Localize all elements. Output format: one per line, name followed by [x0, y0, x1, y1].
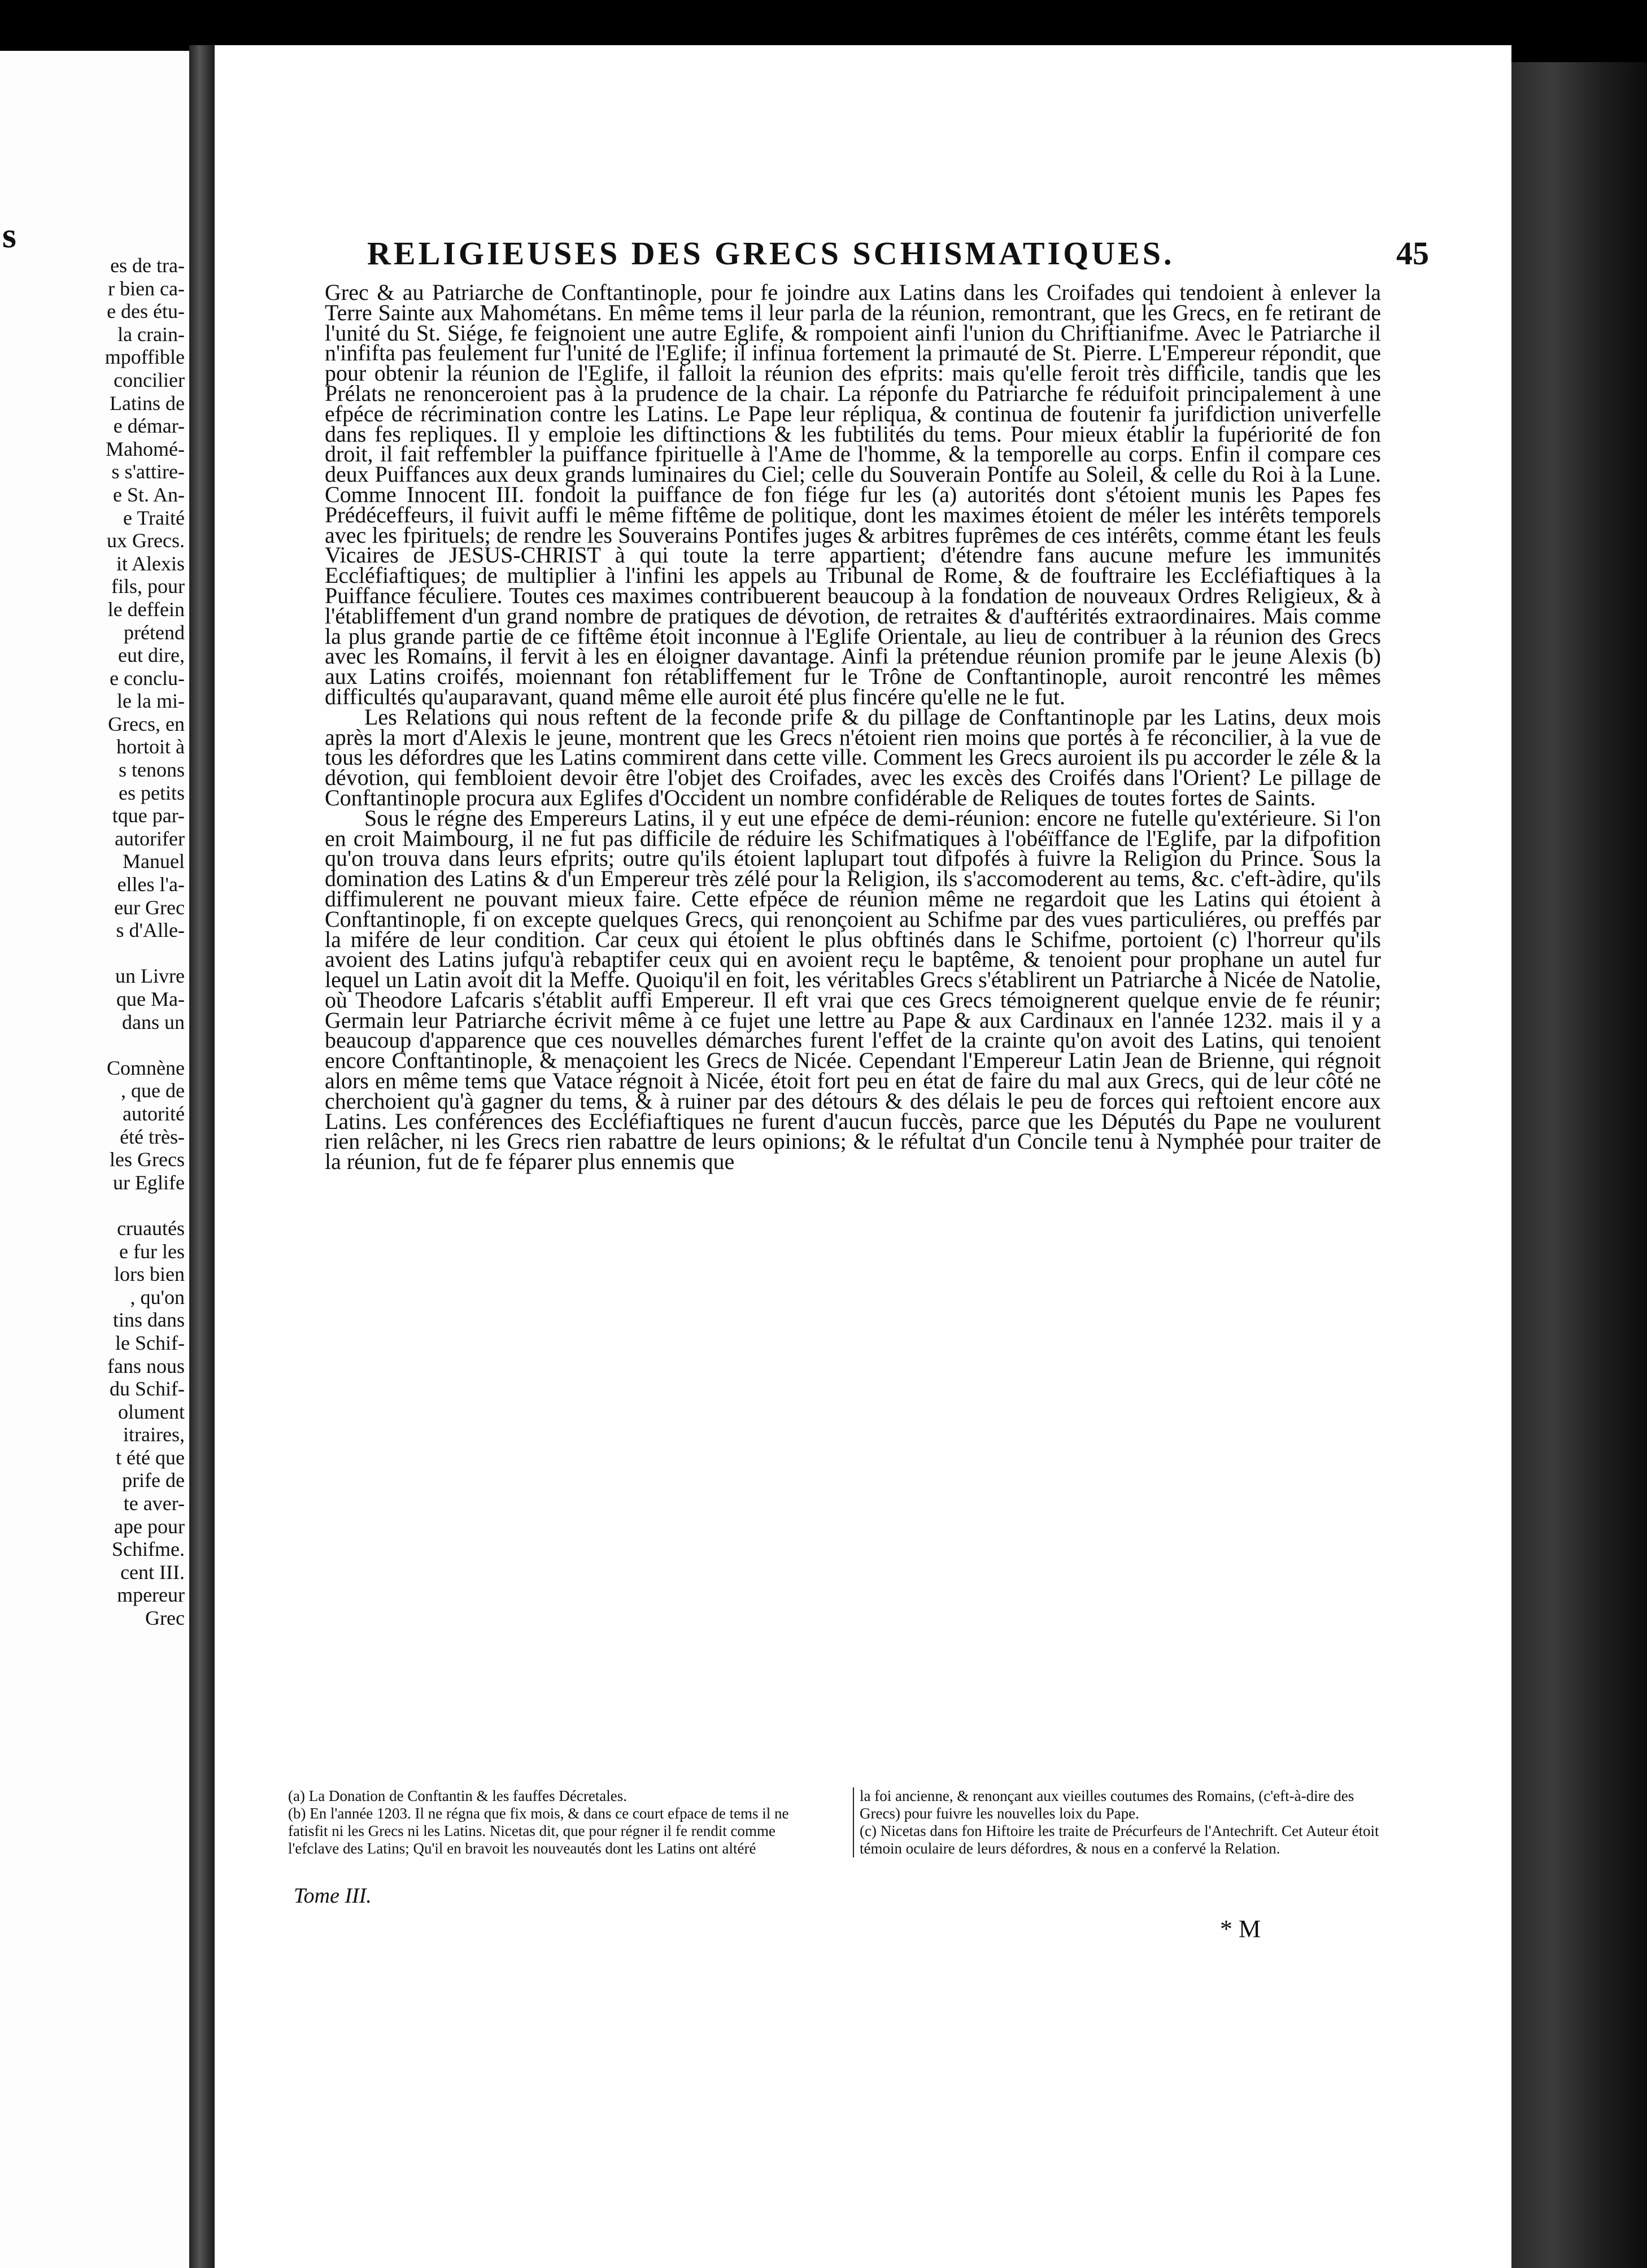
left-page-line: tque par- — [112, 804, 185, 827]
left-page-line: r bien ca- — [108, 277, 185, 300]
left-page-line: te aver- — [123, 1492, 185, 1515]
main-page — [215, 45, 1511, 2268]
left-page-line: été très- — [120, 1125, 185, 1148]
left-page-line: it Alexis — [116, 552, 185, 575]
left-page-line: e conclu- — [110, 666, 185, 690]
left-page-line: ape pour — [114, 1515, 185, 1538]
running-head — [367, 234, 1429, 272]
left-page-line: fans nous — [107, 1354, 185, 1377]
left-page-line: mpereur — [117, 1584, 185, 1607]
left-page-line: eur Grec — [114, 896, 185, 919]
left-page-line: le deffein — [107, 597, 185, 621]
left-page-line: du Schif- — [110, 1377, 185, 1401]
footnote-b: (b) En l'année 1203. Il ne régna que fix mois, & dans ce court efpace de tems il ne fatisfit ni les Grecs ni les Latins. Nicetas dit, que pour régner il fe rendit comme l'efclave des Latins; Qu'il en bravoit les nouveautés dont les Latins ont altéré — [288, 1805, 789, 1857]
footnote-b-continued: la foi ancienne, & renonçant aux vieilles coutumes des Romains, (c'eft-à-dire des Grecs) pour fuivre les nouvelles loix du Pape. — [860, 1787, 1354, 1822]
left-page-line: e St. An- — [112, 483, 185, 506]
left-page-line: cruautés — [117, 1216, 185, 1240]
signature-mark: * M — [1220, 1915, 1261, 1943]
left-page-line: lors bien — [114, 1263, 185, 1286]
paragraph-2: Les Relations qui nous reftent de la feconde prife & du pillage de Conftantinople par les Latins, deux mois après la mort d'Alexis le jeune, montrent que les Grecs n'étoient rien moins que portés à fe réconcilier, à la vue de tous les défordres que les Latins commirent dans cette ville. Comment les Grecs auroient ils pu accorder le zéle & la dévotion, qui fembloient devoir être l'objet des Croifades, avec les excès des Croifés dans l'Orient? Le pillage de Conftantinople procura aux Eglifes d'Occident un nombre confidérable de Reliques de toutes fortes de Saints. — [325, 704, 1381, 810]
left-page-line: s tenons — [119, 758, 185, 782]
left-page-line: es petits — [119, 781, 185, 804]
left-page-line: prife de — [122, 1469, 185, 1492]
left-page-line: s s'attire- — [111, 460, 185, 483]
book-page-edges — [1511, 62, 1647, 2268]
left-page-line: elles l'a- — [117, 873, 185, 896]
left-page-line: Grecs, en — [108, 712, 185, 735]
volume-label: Tome III. — [294, 1884, 372, 1908]
left-page-line — [15, 1033, 185, 1057]
left-page-line: le la mi- — [117, 690, 185, 713]
main-text — [325, 280, 1381, 1175]
left-page-line: es de tra- — [110, 254, 185, 277]
footnotes-left-column — [288, 1787, 825, 1857]
left-page-line: cent III. — [120, 1560, 185, 1584]
left-page-line: , que de — [121, 1079, 185, 1102]
left-page-line: e démar- — [113, 415, 185, 438]
left-page-line: tins dans — [112, 1309, 185, 1332]
left-page-line: s d'Alle- — [116, 919, 185, 942]
footnote-a: (a) La Donation de Conftantin & les fauffes Décretales. — [288, 1787, 628, 1804]
page-number: 45 — [1396, 235, 1429, 272]
book-gutter — [189, 45, 215, 2268]
left-page-line: prétend — [124, 621, 185, 644]
left-page-line: e des étu- — [107, 300, 185, 323]
left-page-line: t été que — [116, 1446, 185, 1469]
paragraph-1: Grec & au Patriarche de Conftantinople, pour fe joindre aux Latins dans les Croifades qui tendoient à enlever la Terre Sainte aux Mahométans. En même tems il leur parla de la réunion, remontrant, que les Grecs, en fe retirant de l'unité du St. Siége, fe feignoient une autre Eglife, & rompoient ainfi l'union du Chriftianifme. Avec le Patriarche il n'infifta pas feulement fur l'unité de l'Eglife; il infinua fortement la primauté de St. Pierre. L'Empereur répondit, que pour obtenir la réunion de l'Eglife, il falloit la réunion des efprits: mais qu'elle feroit très difficile, tandis que les Prélats ne renonceroient pas à la prudence de la chair. La réponfe du Patriarche fe réduifoit principalement à une efpéce de récrimination contre les Latins. Le Pape leur répliqua, & continua de foutenir fa jurifdiction univerfelle dans fes repliques. Il y emploie les diftinctions & les fubtilités du tems. Pour mieux établir la fupériorité de fon droit, il fait reffembler la puiffance fpirituelle à l'Ame de l'homme, & la temporelle au corps. Enfin il compare ces deux Puiffances aux deux grands luminaires du Ciel; celle du Souverain Pontife au Soleil, & celle du Roi à la Lune. Comme Innocent III. fondoit la puiffance de fon fiége fur les (a) autorités dont s'étoient munis les Papes fes Prédéceffeurs, il fuivit auffi le même fiftême de politique, dont les maximes étoient de méler les intérêts temporels avec les fpirituels; de rendre les Souverains Pontifes juges & arbitres fuprêmes de ces intérêts, comme étant les feuls Vicaires de JESUS-CHRIST à qui toute la terre appartient; d'étendre fans aucune mefure les immunités Eccléfiaftiques; de multiplier à l'infini les appels au Tribunal de Rome, & de fouftraire les Eccléfiaftiques à la Puiffance féculiere. Toutes ces maximes contribuerent beaucoup à la fondation de nouveaux Ordres Religieux, & à l'établiffement d'un grand nombre de pratiques de dévotion, de retraites & d'auftérités extraordinaires. Mais comme la plus grande partie de ce fiftême étoit inconnue à l'Eglife Orientale, au lieu de contribuer à la réunion des Grecs avec les Romains, il fervit à les en éloigner davantage. Ainfi la prétendue réunion promife par le jeune Alexis (b) aux Latins croifés, moiennant fon rétabliffement fur le Trône de Conftantinople, auroit rencontré les mêmes difficultés qu'auparavant, quand même elle auroit été plus fincére qu'elle ne le fut. — [325, 280, 1381, 709]
left-page-line: fils, pour — [111, 575, 185, 598]
footnotes-right-column — [853, 1787, 1396, 1857]
left-page-corner-letter: s — [2, 215, 16, 255]
left-page-line: concilier — [114, 368, 185, 391]
left-page-line: ux Grecs. — [107, 529, 185, 552]
left-page-line: le Schif- — [115, 1331, 185, 1354]
left-page-line — [15, 1194, 185, 1217]
footnote-c: (c) Nicetas dans fon Hiftoire les traite de Précurfeurs de l'Antechrift. Cet Auteur étoit témoin oculaire de leurs défordres, & nous en a confervé la Relation. — [860, 1822, 1379, 1857]
left-page-line: e fur les — [119, 1240, 185, 1263]
left-page-line: Mahomé- — [106, 437, 185, 460]
left-page-line: hortoit à — [116, 735, 185, 758]
left-page-line: Latins de — [110, 391, 185, 415]
running-title: RELIGIEUSES DES GRECS SCHISMATIQUES. — [367, 235, 1175, 272]
left-page-line: autorifer — [115, 827, 185, 850]
left-page-line: , qu'on — [130, 1285, 185, 1309]
left-page-line: Manuel — [123, 850, 185, 873]
left-page-line: un Livre — [115, 965, 185, 988]
left-page-line: Schifme. — [112, 1538, 185, 1561]
left-page-line: que Ma- — [116, 988, 185, 1010]
left-page-line: olument — [118, 1400, 185, 1423]
left-page-line: itraires, — [123, 1423, 185, 1446]
left-page-line — [15, 942, 185, 965]
left-page-line: mpoffible — [104, 346, 185, 369]
left-page-line: dans un — [122, 1010, 185, 1033]
left-page-line: eut dire, — [118, 644, 185, 667]
left-page-line: la crain- — [117, 322, 185, 346]
facing-page-left — [0, 51, 189, 2268]
left-page-line: Grec — [145, 1607, 185, 1630]
left-page-line: les Grecs — [110, 1148, 185, 1171]
left-page-line: ur Eglife — [113, 1171, 185, 1194]
paragraph-3: Sous le régne des Empereurs Latins, il y eut une efpéce de demi-réunion: encore ne futelle qu'extérieure. Si l'on en croit Maimbourg, il ne fut pas difficile de réduire les Schifmatiques à l'obéïffance de l'Eglife, par la difpofition qu'on trouva dans leurs efprits; outre qu'ils étoient laplupart tout difpofés à fuivre la Religion du Prince. Sous la domination des Latins & d'un Empereur très zélé pour la Religion, ils s'accomoderent au tems, &c. c'eft-àdire, qu'ils diffimulerent ne pouvant mieux faire. Cette efpéce de réunion même ne regardoit que les Latins qui étoient à Conftantinople, fi on excepte quelques Grecs, qui renonçoient au Schifme par des vues particuliéres, ou preffés par la mifére de leur condition. Car ceux qui étoient le plus obftinés dans le Schifme, portoient (c) l'horreur qu'ils avoient des Latins jufqu'à rebaptifer ceux qui en avoient reçu le baptême, & tenoient pour prophane un autel fur lequel un Latin avoit dit la Meffe. Quoiqu'il en foit, les véritables Grecs s'établirent un Patriarche à Nicée de Natolie, où Theodore Lafcaris s'établit auffi Empereur. Il eft vrai que ces Grecs témoignerent quelque envie de fe réunir; Germain leur Patriarche écrivit même à ce fujet une lettre au Pape & aux Cardinaux en l'année 1232. mais il y a beaucoup d'apparence que ces nouvelles démarches furent l'effet de la crainte qu'on avoit des Latins, qui tenoient encore Conftantinople, & menaçoient les Grecs de Nicée. Cependant l'Empereur Latin Jean de Brienne, qui régnoit alors en même tems que Vatace régnoit à Nicée, étoit fort peu en état de faire du mal aux Grecs, qui de leur côté ne cherchoient qu'à gagner du tems, & à ruiner par des détours & des délais le peu de forces qui reftoient encore aux Latins. Les conférences des Eccléfiaftiques ne furent d'aucun fuccès, parce que les Députés du Pape ne voulurent rien relâcher, ni les Grecs rien rabattre de leurs opinions; & le réfultat d'un Concile tenu à Nymphée pour traiter de la réunion, fut de fe féparer plus ennemis que — [325, 805, 1381, 1175]
left-page-line: Comnène — [107, 1056, 185, 1079]
left-page-line: autorité — [123, 1102, 185, 1125]
left-page-text-fragments — [15, 254, 185, 1630]
left-page-line: e Traité — [123, 506, 185, 529]
